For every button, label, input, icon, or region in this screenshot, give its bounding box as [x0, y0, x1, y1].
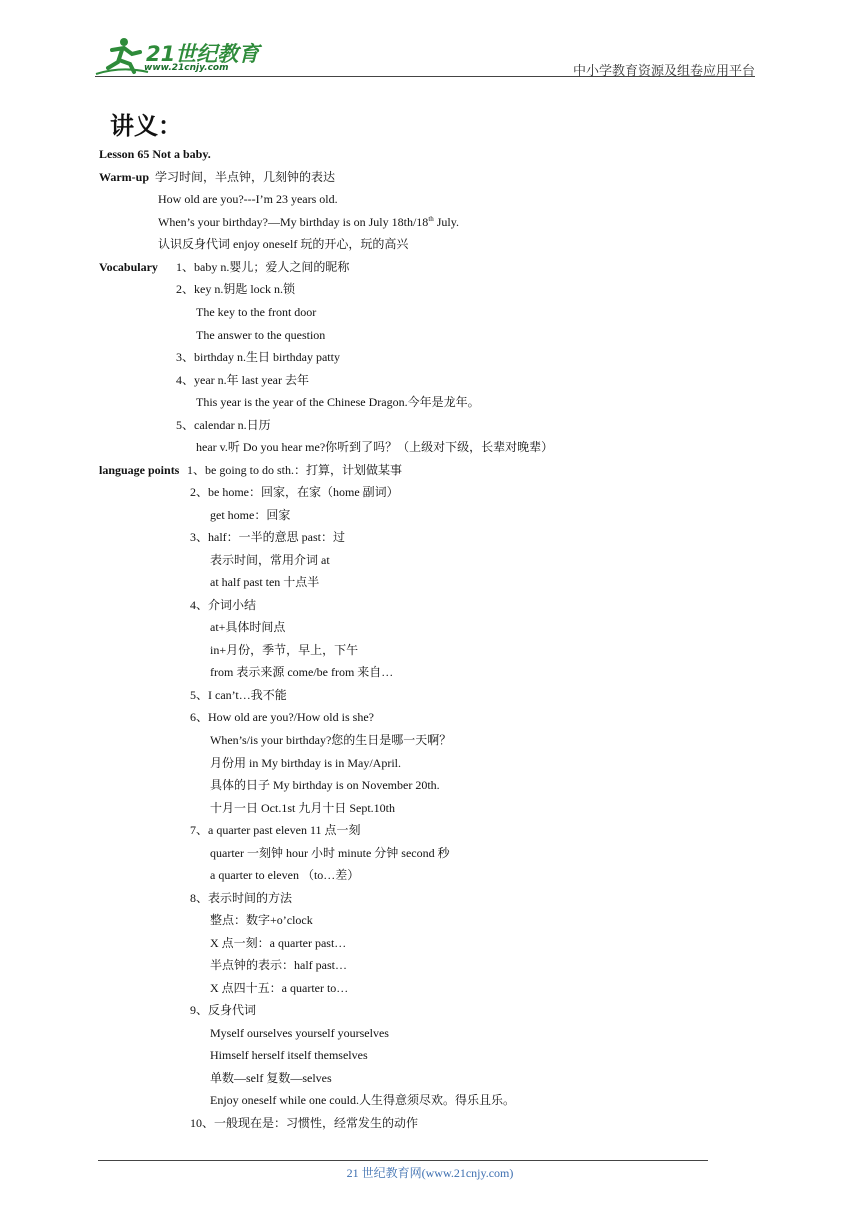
warmup-line-text: When’s your birthday?—My birthday is on July 18th/18	[158, 215, 429, 229]
warmup-line: 认识反身代词 enjoy oneself 玩的开心，玩的高兴	[158, 237, 409, 251]
vocab-line: 2、key n.钥匙 lock n.锁	[176, 282, 295, 296]
warmup-row	[99, 169, 335, 185]
lp-line: 4、介词小结	[190, 598, 257, 612]
lp-line: 1、be going to do sth.：打算，计划做某事	[187, 463, 402, 477]
lp-line: 7、a quarter past eleven 11 点一刻	[190, 823, 361, 837]
vocab-line: hear v.听 Do you hear me?你听到了吗？（上级对下级，长辈对晚辈）	[196, 440, 554, 454]
lp-line: X 点四十五：a quarter to…	[210, 981, 349, 995]
page-title: 讲义：	[110, 111, 182, 140]
platform-name: 中小学教育资源及组卷应用平台	[572, 63, 755, 78]
lp-line: at half past ten 十点半	[210, 575, 320, 589]
lp-line: 月份用 in My birthday is in May/April.	[210, 756, 401, 770]
lp-line: 10、一般现在是：习惯性，经常发生的动作	[190, 1116, 419, 1130]
logo-url: www.21cnjy.com	[144, 63, 229, 73]
logo-text: 21世纪教育	[146, 42, 260, 66]
lp-line: Enjoy oneself while one could.人生得意须尽欢。得乐且乐。	[210, 1093, 515, 1107]
lp-line: get home：回家	[210, 508, 291, 522]
vocab-line: The answer to the question	[196, 328, 326, 342]
lp-line: When’s/is your birthday?您的生日是哪一天啊？	[210, 733, 452, 747]
warmup-label: Warm-up	[99, 170, 150, 184]
site-logo[interactable]	[94, 36, 264, 78]
lp-line: quarter 一刻钟 hour 小时 minute 分钟 second 秒	[210, 846, 450, 860]
header-divider	[95, 76, 755, 77]
lp-line: 表示时间，常用介词 at	[210, 553, 330, 567]
page-header	[0, 0, 860, 80]
warmup-line-text: July.	[433, 215, 459, 229]
lp-line: 整点：数字+o’clock	[210, 913, 313, 927]
lp-line: X 点一刻：a quarter past…	[210, 936, 347, 950]
lp-line: 5、I can’t…我不能	[190, 688, 287, 702]
runner-logo-icon	[94, 36, 150, 76]
vocabulary-label: Vocabulary	[99, 260, 158, 274]
vocab-line: 1、baby n.婴儿；爱人之间的昵称	[176, 260, 350, 274]
lp-line: 具体的日子 My birthday is on November 20th.	[210, 778, 440, 792]
lp-line: 2、be home：回家，在家（home 副词）	[190, 485, 399, 499]
lp-line: a quarter to eleven （to…差）	[210, 868, 360, 882]
vocab-line: 3、birthday n.生日 birthday patty	[176, 350, 340, 364]
vocab-line: This year is the year of the Chinese Dragon.今年是龙年。	[196, 395, 480, 409]
lp-line: at+具体时间点	[210, 620, 286, 634]
warmup-text: 学习时间，半点钟，几刻钟的表达	[155, 170, 336, 184]
vocab-line: The key to the front door	[196, 305, 317, 319]
language-points-label: language points	[99, 463, 180, 477]
lp-line: 8、表示时间的方法	[190, 891, 293, 905]
footer-divider	[98, 1160, 708, 1161]
lp-line: 十月一日 Oct.1st 九月十日 Sept.10th	[210, 801, 395, 815]
lp-line: Myself ourselves yourself yourselves	[210, 1026, 389, 1040]
lp-line: Himself herself itself themselves	[210, 1048, 368, 1062]
vocab-line: 4、year n.年 last year 去年	[176, 373, 309, 387]
lesson-title: Lesson 65 Not a baby.	[99, 147, 211, 161]
lp-line: 单数—self 复数—selves	[210, 1071, 332, 1085]
warmup-line: How old are you?---I’m 23 years old.	[158, 192, 338, 206]
lp-line: 6、How old are you?/How old is she?	[190, 710, 374, 724]
superscript: th	[428, 215, 434, 223]
lp-line: from 表示来源 come/be from 来自…	[210, 665, 394, 679]
lp-line: 半点钟的表示：half past…	[210, 958, 347, 972]
lp-line: 3、half：一半的意思 past：过	[190, 530, 345, 544]
lp-line: 9、反身代词	[190, 1003, 257, 1017]
footer-link[interactable]: 21 世纪教育网(www.21cnjy.com)	[346, 1166, 514, 1180]
lp-line: in+月份，季节，早上，下午	[210, 643, 359, 657]
warmup-line	[158, 214, 459, 230]
vocab-line: 5、calendar n.日历	[176, 418, 271, 432]
